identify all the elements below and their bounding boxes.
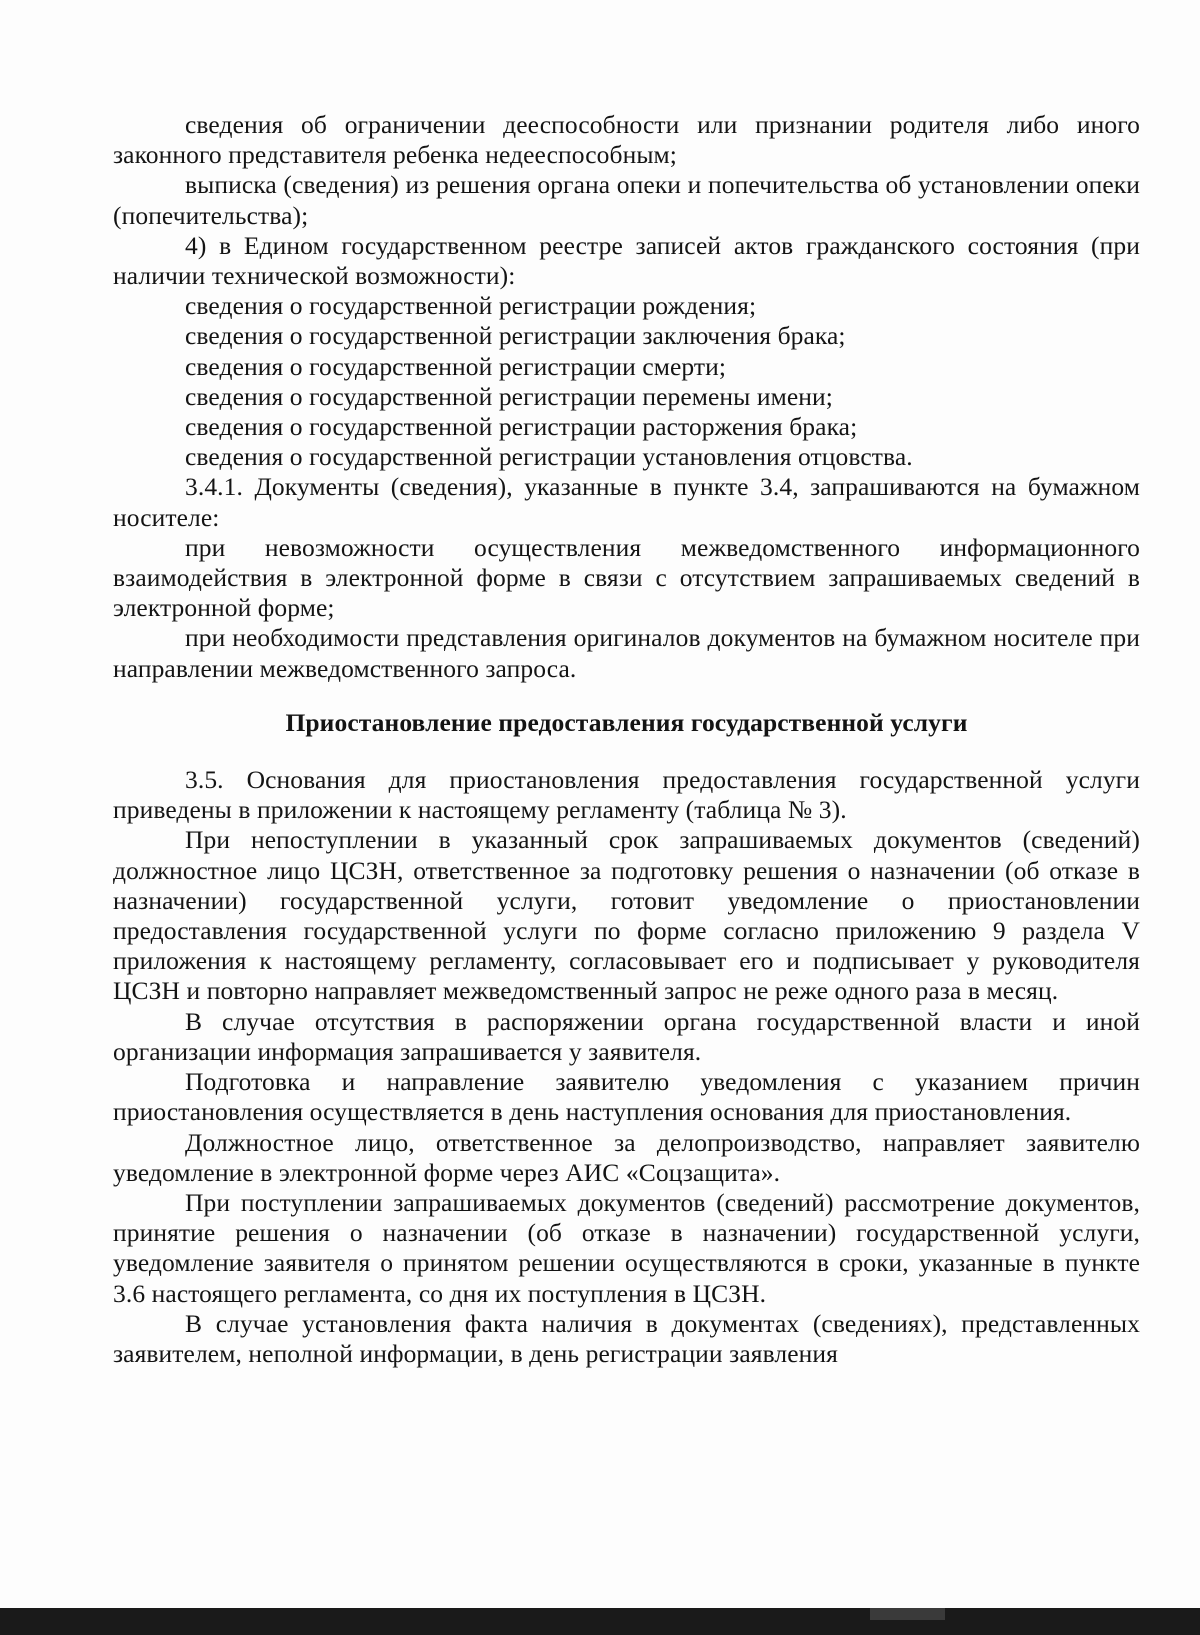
paragraph-originals-needed: при необходимости представления оригиналов документов на бумажном носителе при направлении межведомственного запроса.: [113, 623, 1140, 683]
scan-edge-notch: [870, 1608, 945, 1620]
paragraph-official-sends: Должностное лицо, ответственное за делопроизводство, направляет заявителю уведомление в электронной форме через АИС «Соцзащита».: [113, 1127, 1140, 1187]
paragraph-3-5: 3.5. Основания для приостановления предоставления государственной услуги приведены в приложении к настоящему регламенту (таблица № 3).: [113, 765, 1140, 825]
list-item-death: сведения о государственной регистрации смерти;: [185, 351, 727, 381]
paragraph-upon-receipt: При поступлении запрашиваемых документов (сведений) рассмотрение документов, принятие решения о назначении (об отказе в назначении) государственной услуги, уведомление заявителя о принятом решении осуществляются в сроки, указанные в пункте 3.6 настоящего регламента, со дня их поступления в ЦСЗН.: [113, 1187, 1140, 1308]
document-body: [113, 110, 1140, 1369]
paragraph-legal-capacity: сведения об ограничении дееспособности или признании родителя либо иного законного представителя ребенка недееспособным;: [113, 110, 1140, 170]
paragraph-non-receipt: При непоступлении в указанный срок запрашиваемых документов (сведений) должностное лицо ЦСЗН, ответственное за подготовку решения о назначении (об отказе в назначении) государственной услуги, готовит уведомление о приостановлении предоставления государственной услуги по форме согласно приложению 9 раздела V приложения к настоящему регламенту, согласовывает его и подписывает у руководителя ЦСЗН и повторно направляет межведомственный запрос не реже одного раза в месяц.: [113, 825, 1140, 1006]
list-item-paternity: сведения о государственной регистрации установления отцовства.: [185, 442, 913, 472]
paragraph-3-4-1: 3.4.1. Документы (сведения), указанные в пункте 3.4, запрашиваются на бумажном носителе:: [113, 472, 1140, 532]
list-item-name-change: сведения о государственной регистрации перемены имени;: [185, 381, 833, 411]
paragraph-civil-registry: 4) в Едином государственном реестре записей актов гражданского состояния (при наличии технической возможности):: [113, 230, 1140, 291]
paragraph-guardianship-extract: выписка (сведения) из решения органа опеки и попечительства об установлении опеки (попечительства);: [113, 170, 1140, 230]
scan-edge-shadow: [0, 1608, 1200, 1635]
list-item-marriage: сведения о государственной регистрации заключения брака;: [185, 321, 846, 351]
section-heading: Приостановление предоставления государственной услуги: [285, 707, 968, 737]
paragraph-absence-info: В случае отсутствия в распоряжении органа государственной власти и иной организации информация запрашивается у заявителя.: [113, 1006, 1140, 1066]
paragraph-no-electronic: при невозможности осуществления межведомственного информационного взаимодействия в электронной форме в связи с отсутствием запрашиваемых сведений в электронной форме;: [113, 532, 1140, 623]
paragraph-notification-prep: Подготовка и направление заявителю уведомления с указанием причин приостановления осуществляется в день наступления основания для приостановления.: [113, 1067, 1140, 1127]
paragraph-incomplete-info: В случае установления факта наличия в документах (сведениях), представленных заявителем, неполной информации, в день регистрации заявления: [113, 1308, 1140, 1368]
list-item-divorce: сведения о государственной регистрации расторжения брака;: [185, 412, 858, 442]
list-item-birth: сведения о государственной регистрации рождения;: [185, 291, 757, 321]
